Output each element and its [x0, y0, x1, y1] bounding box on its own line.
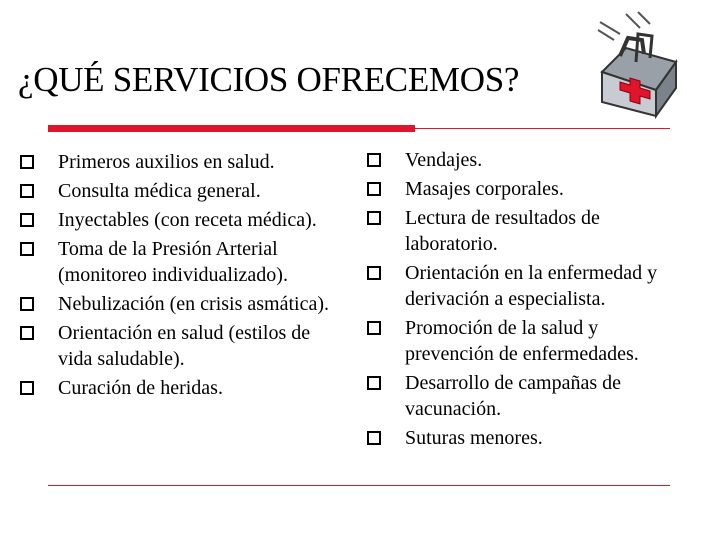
- list-item: Primeros auxilios en salud.: [18, 149, 348, 175]
- checkbox-bullet-icon: [367, 153, 381, 167]
- checkbox-bullet-icon: [367, 182, 381, 196]
- services-list-right: [365, 147, 690, 454]
- list-item: Suturas menores.: [365, 425, 690, 451]
- list-item: Toma de la Presión Arterial (monitoreo individualizado).: [18, 236, 348, 288]
- list-item: Orientación en salud (estilos de vida saludable).: [18, 320, 348, 372]
- bottom-rule: [48, 485, 670, 486]
- title-underline-bar: [48, 125, 415, 132]
- list-item: Vendajes.: [365, 147, 690, 173]
- checkbox-bullet-icon: [367, 431, 381, 445]
- checkbox-bullet-icon: [367, 376, 381, 390]
- list-item: Desarrollo de campañas de vacunación.: [365, 370, 690, 422]
- checkbox-bullet-icon: [367, 321, 381, 335]
- checkbox-bullet-icon: [367, 211, 381, 225]
- checkbox-bullet-icon: [20, 184, 34, 198]
- checkbox-bullet-icon: [20, 381, 34, 395]
- title-underline-rule: [415, 128, 670, 129]
- list-item: Nebulización (en crisis asmática).: [18, 291, 348, 317]
- list-item: Masajes corporales.: [365, 176, 690, 202]
- list-item: Inyectables (con receta médica).: [18, 207, 348, 233]
- checkbox-bullet-icon: [20, 297, 34, 311]
- checkbox-bullet-icon: [20, 326, 34, 340]
- slide-title: ¿QUÉ SERVICIOS OFRECEMOS?: [18, 60, 520, 99]
- checkbox-bullet-icon: [367, 266, 381, 280]
- list-item: Consulta médica general.: [18, 178, 348, 204]
- list-item: Lectura de resultados de laboratorio.: [365, 205, 690, 257]
- list-item: Promoción de la salud y prevención de enfermedades.: [365, 315, 690, 367]
- list-item: Curación de heridas.: [18, 375, 348, 401]
- checkbox-bullet-icon: [20, 242, 34, 256]
- checkbox-bullet-icon: [20, 155, 34, 169]
- services-list-left: [18, 149, 348, 404]
- first-aid-kit-icon: [580, 10, 690, 120]
- list-item: Orientación en la enfermedad y derivación a especialista.: [365, 260, 690, 312]
- checkbox-bullet-icon: [20, 213, 34, 227]
